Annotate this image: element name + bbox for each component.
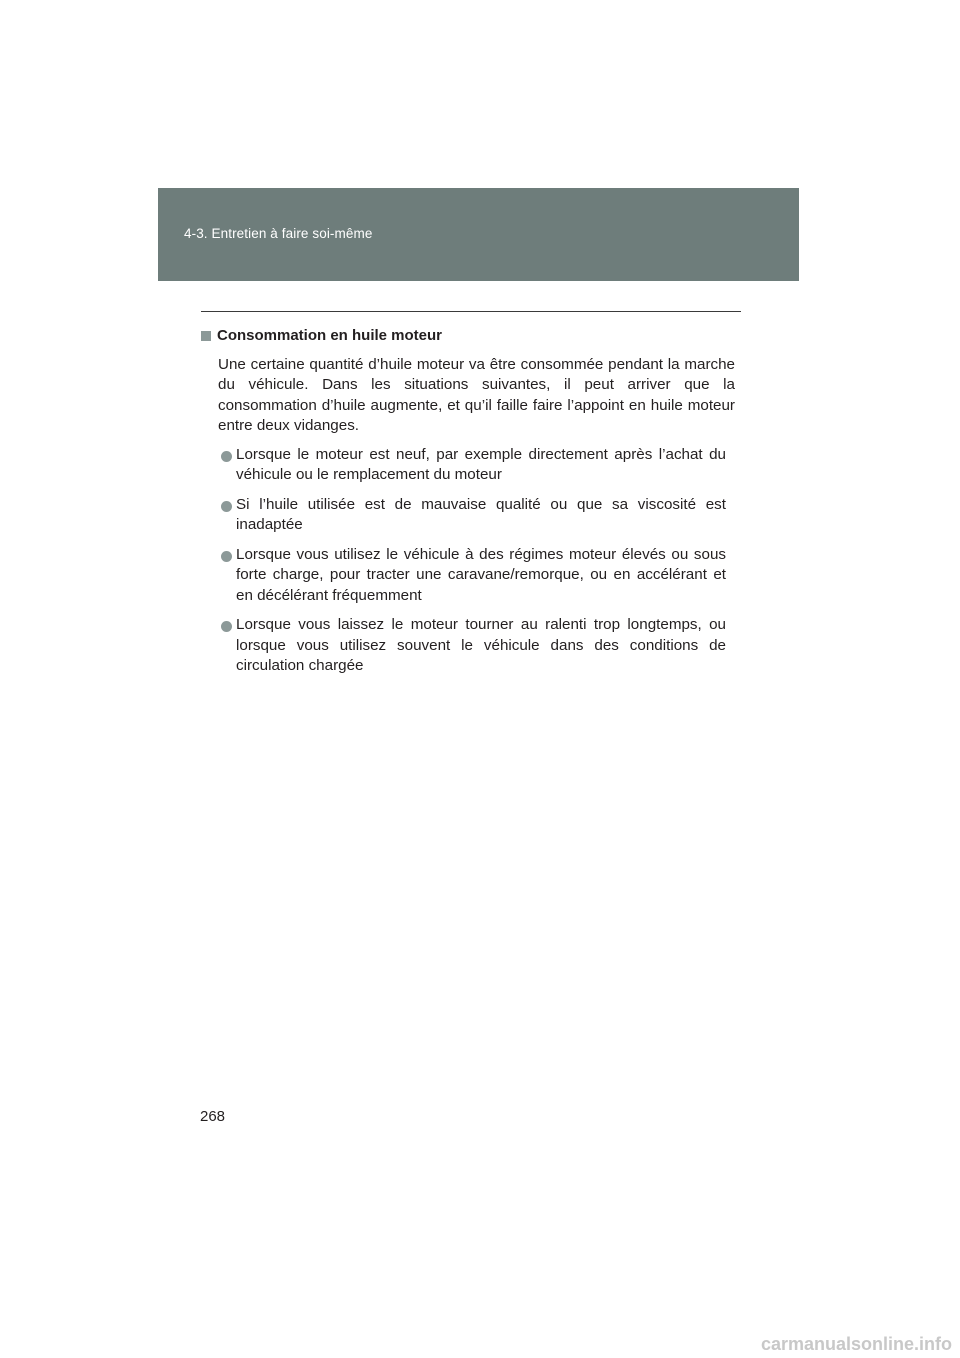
page-number: 268 <box>200 1108 226 1125</box>
intro-paragraph: Une certaine quantité d’huile moteur va être consommée pendant la marche du véhicule. Dans les situations suivantes, il peut arriver que la consommation d’huile augmente, et qu’il faille faire l’appoint en huile moteur entre deux vidanges. <box>218 355 735 434</box>
list-item <box>201 445 726 486</box>
list-item-text: Si l’huile utilisée est de mauvaise qualité ou que sa viscosité est inadaptée <box>236 495 726 533</box>
list-item <box>201 495 726 536</box>
circle-bullet-icon <box>221 551 232 562</box>
list-item-text: Lorsque vous utilisez le véhicule à des régimes moteur élevés ou sous forte charge, pour tracter une caravane/remorque, ou en accélérant et en décélérant fréquemment <box>236 545 726 604</box>
list-item-text: Lorsque le moteur est neuf, par exemple directement après l’achat du véhicule ou le remplacement du moteur <box>236 445 726 483</box>
square-bullet-icon <box>201 331 211 341</box>
circle-bullet-icon <box>221 501 232 512</box>
watermark: carmanualsonline.info <box>760 1334 952 1354</box>
circle-bullet-icon <box>221 451 232 462</box>
section-heading-text: Consommation en huile moteur <box>217 327 443 344</box>
circle-bullet-icon <box>221 621 232 632</box>
header-band <box>158 188 799 281</box>
list-item <box>201 615 726 677</box>
section-heading <box>201 326 741 347</box>
divider-rule <box>201 311 741 312</box>
main-content <box>201 326 741 686</box>
bullet-list <box>201 445 741 677</box>
section-label: 4-3. Entretien à faire soi-même <box>184 226 373 241</box>
list-item-text: Lorsque vous laissez le moteur tourner au ralenti trop longtemps, ou lorsque vous utilisez souvent le véhicule dans des conditions de circulation chargée <box>236 616 726 674</box>
list-item <box>201 545 726 607</box>
